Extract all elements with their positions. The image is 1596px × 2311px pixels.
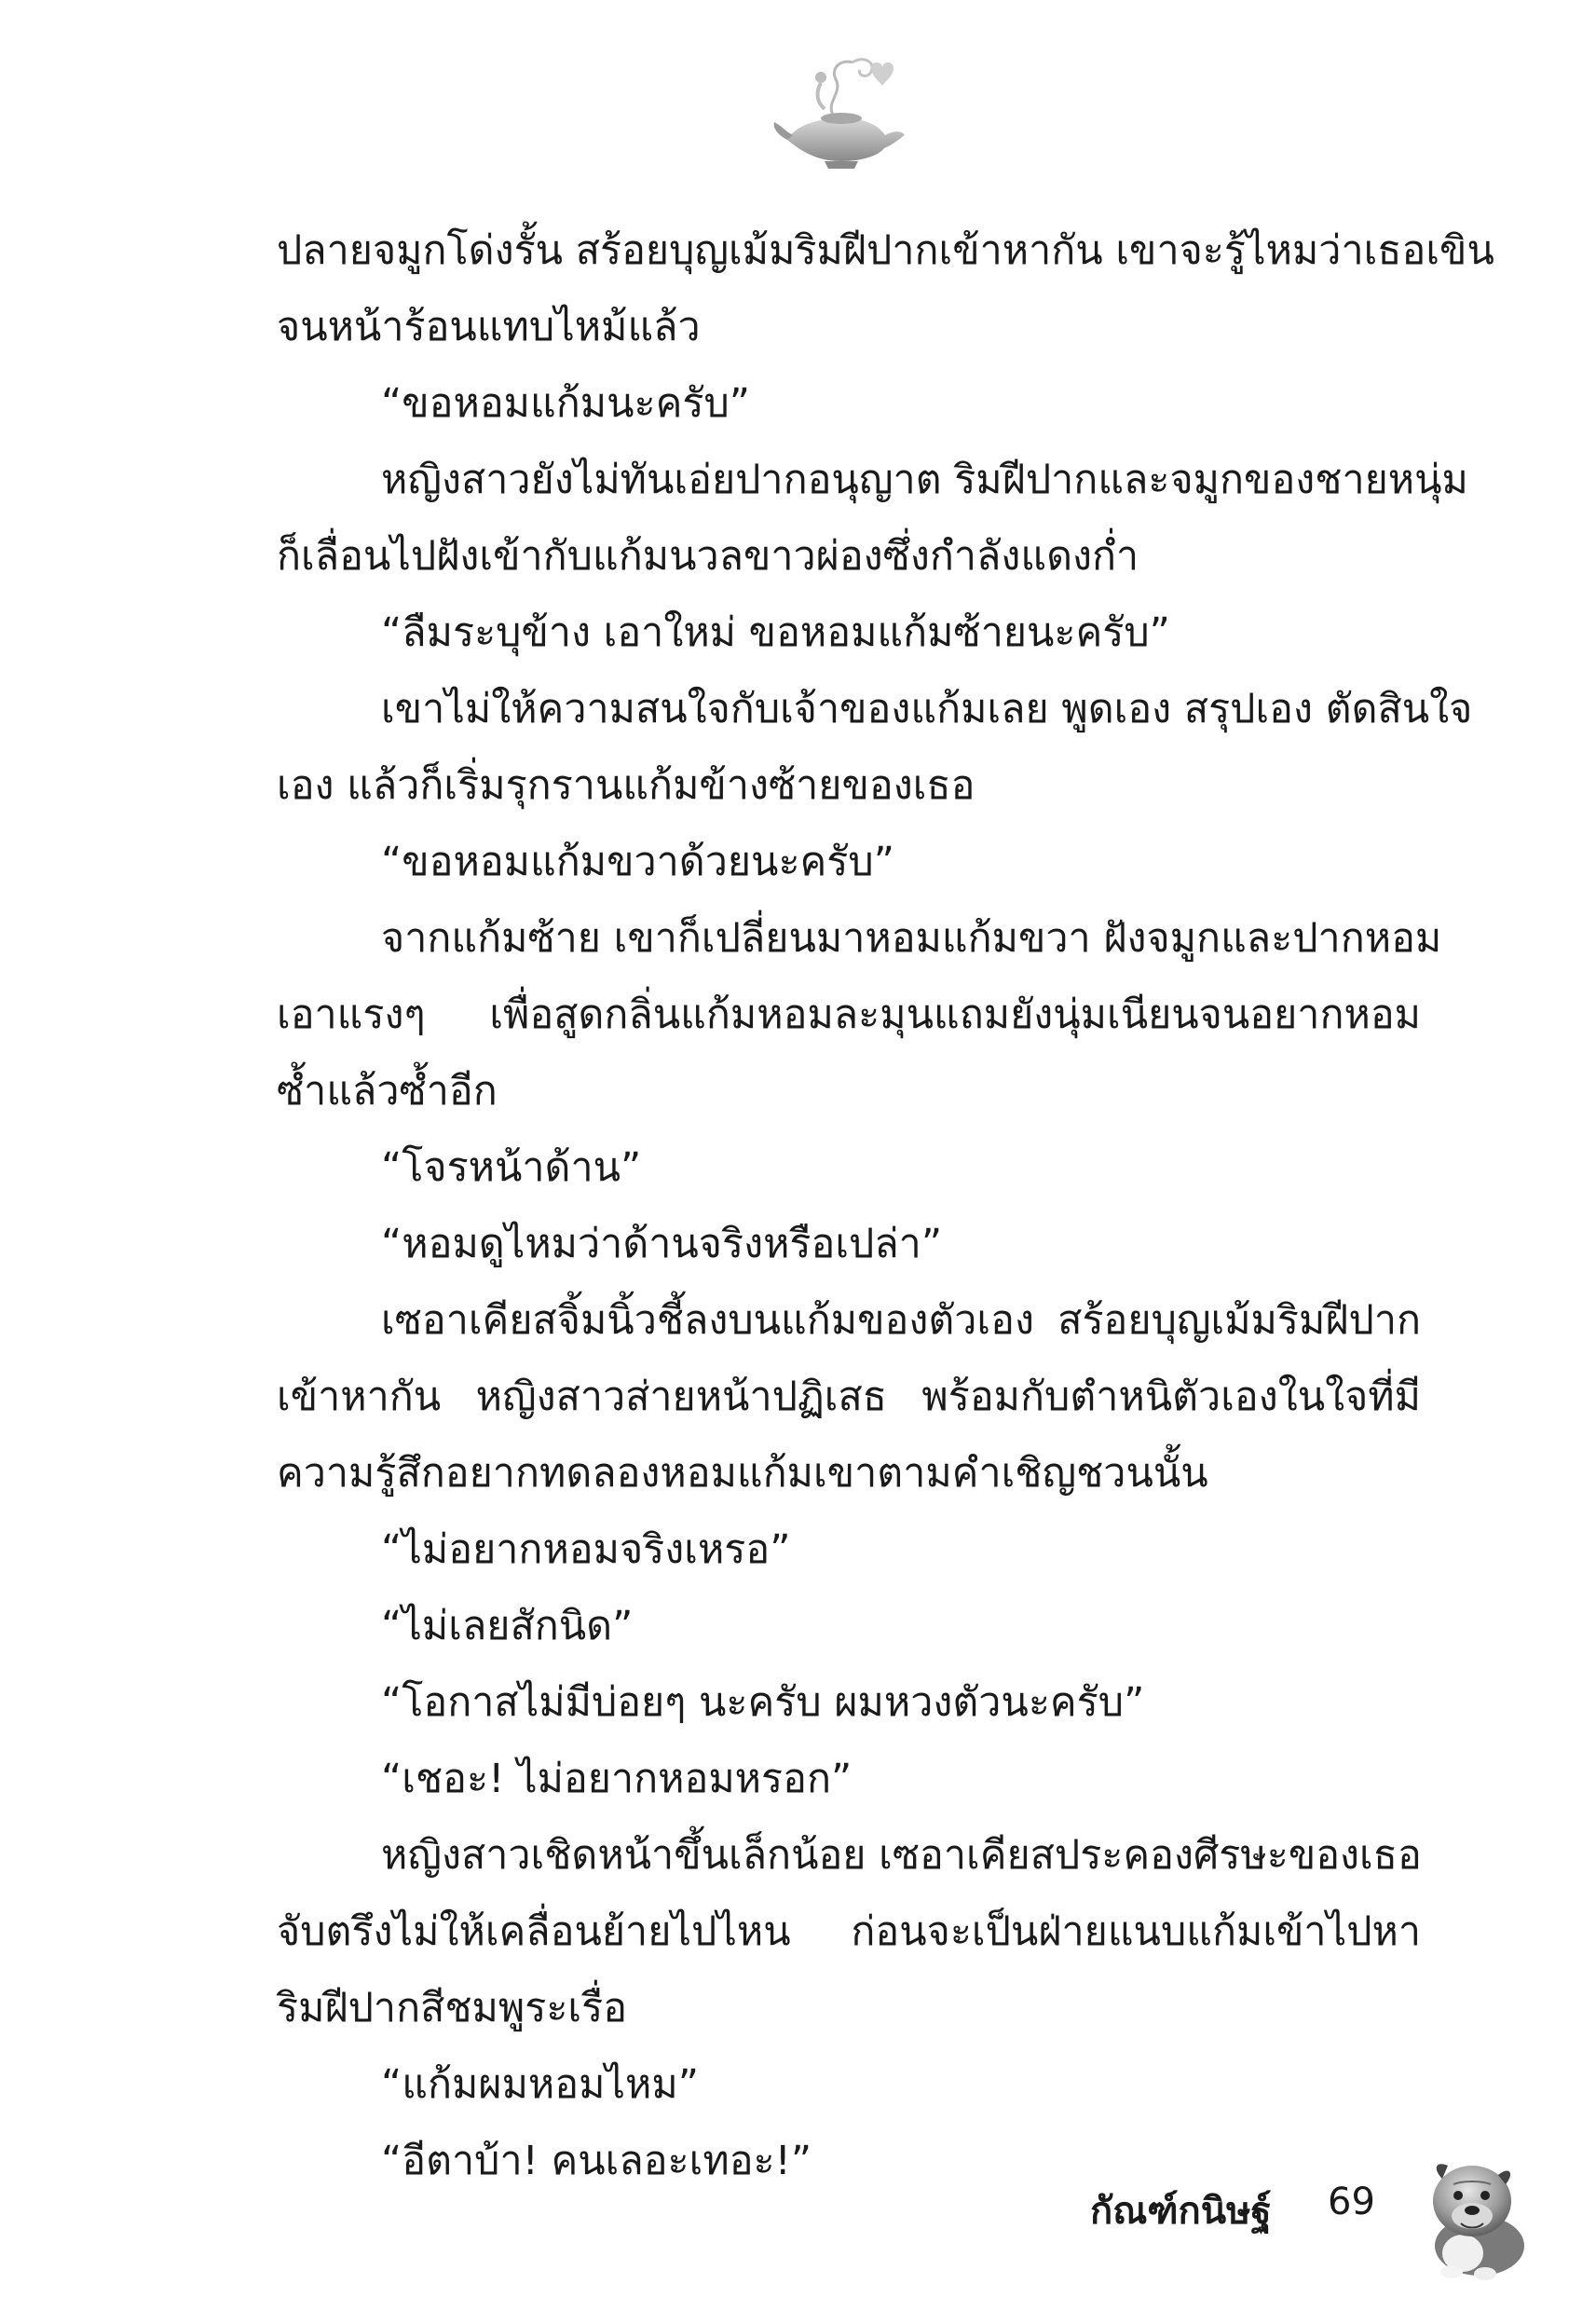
page-number: 69 [1328, 2181, 1375, 2223]
bulldog-icon [1407, 2143, 1547, 2283]
text-line: จากแก้มซ้าย เขาก็เปลี่ยนมาหอมแก้มขวา ฝังจมูกและปากหอม [381, 915, 1442, 962]
text-line: เข้าหากัน หญิงสาวส่ายหน้าปฏิเสธ พร้อมกับตำหนิตัวเองในใจที่มี [277, 1374, 1421, 1420]
text-line: “โอกาสไม่มีบ่อยๆ นะครับ ผมหวงตัวนะครับ” [381, 1679, 1145, 1726]
text-line: “ไม่อยากหอมจริงเหรอ” [381, 1526, 791, 1573]
text-line: “ขอหอมแก้มนะครับ” [381, 380, 751, 427]
text-line: “เชอะ! ไม่อยากหอมหรอก” [381, 1756, 853, 1802]
text-line: เอาแรงๆ เพื่อสูดกลิ่นแก้มหอมละมุนแถมยังนุ่มเนียนจนอยากหอม [277, 991, 1421, 1038]
text-line: “ขอหอมแก้มขวาด้วยนะครับ” [381, 839, 894, 885]
text-line: จับตรึงไม่ให้เคลื่อนย้ายไปไหน ก่อนจะเป็นฝ่ายแนบแก้มเข้าไปหา [277, 1908, 1421, 1955]
text-line: เขาไม่ให้ความสนใจกับเจ้าของแก้มเลย พูดเอง สรุปเอง ตัดสินใจ [381, 686, 1473, 732]
text-line: “ลืมระบุข้าง เอาใหม่ ขอหอมแก้มซ้ายนะครับ” [381, 609, 1170, 656]
text-line: เซอาเคียสจิ้มนิ้วชี้ลงบนแก้มของตัวเอง สร้อยบุญเม้มริมฝีปาก [381, 1297, 1421, 1344]
body-text [277, 212, 1494, 2199]
text-line: เอง แล้วก็เริ่มรุกรานแก้มข้างซ้ายของเธอ [277, 762, 975, 809]
text-line: หญิงสาวยังไม่ทันเอ่ยปากอนุญาต ริมฝีปากและจมูกของชายหนุ่ม [381, 457, 1468, 503]
text-line: หญิงสาวเชิดหน้าขึ้นเล็กน้อย เซอาเคียสประคองศีรษะของเธอ [381, 1832, 1422, 1879]
text-line: ก็เลื่อนไปฝังเข้ากับแก้มนวลขาวผ่องซึ่งกำลังแดงก่ำ [277, 533, 1139, 580]
text-line: ปลายจมูกโด่งรั้น สร้อยบุญเม้มริมฝีปากเข้าหากัน เขาจะรู้ไหมว่าเธอเขิน [277, 227, 1494, 274]
magic-lamp-icon [769, 51, 908, 172]
page-footer [1090, 2143, 1575, 2283]
text-line: “โจรหน้าด้าน” [381, 1144, 642, 1191]
text-line: ริมฝีปากสีชมพูระเรื่อ [277, 1985, 628, 2031]
text-line: จนหน้าร้อนแทบไหม้แล้ว [277, 304, 701, 350]
text-line: ซ้ำแล้วซ้ำอีก [277, 1068, 498, 1114]
text-line: “แก้มผมหอมไหม” [381, 2061, 700, 2108]
text-line: “หอมดูไหมว่าด้านจริงหรือเปล่า” [381, 1221, 943, 1267]
text-line: ความรู้สึกอยากทดลองหอมแก้มเขาตามคำเชิญชวนนั้น [277, 1450, 1208, 1497]
text-line: “ไม่เลยสักนิด” [381, 1603, 634, 1649]
text-line: “อีตาบ้า! คนเลอะเทอะ!” [381, 2138, 812, 2184]
book-title: กัณฑ์กนิษฐ์ [1090, 2190, 1272, 2233]
